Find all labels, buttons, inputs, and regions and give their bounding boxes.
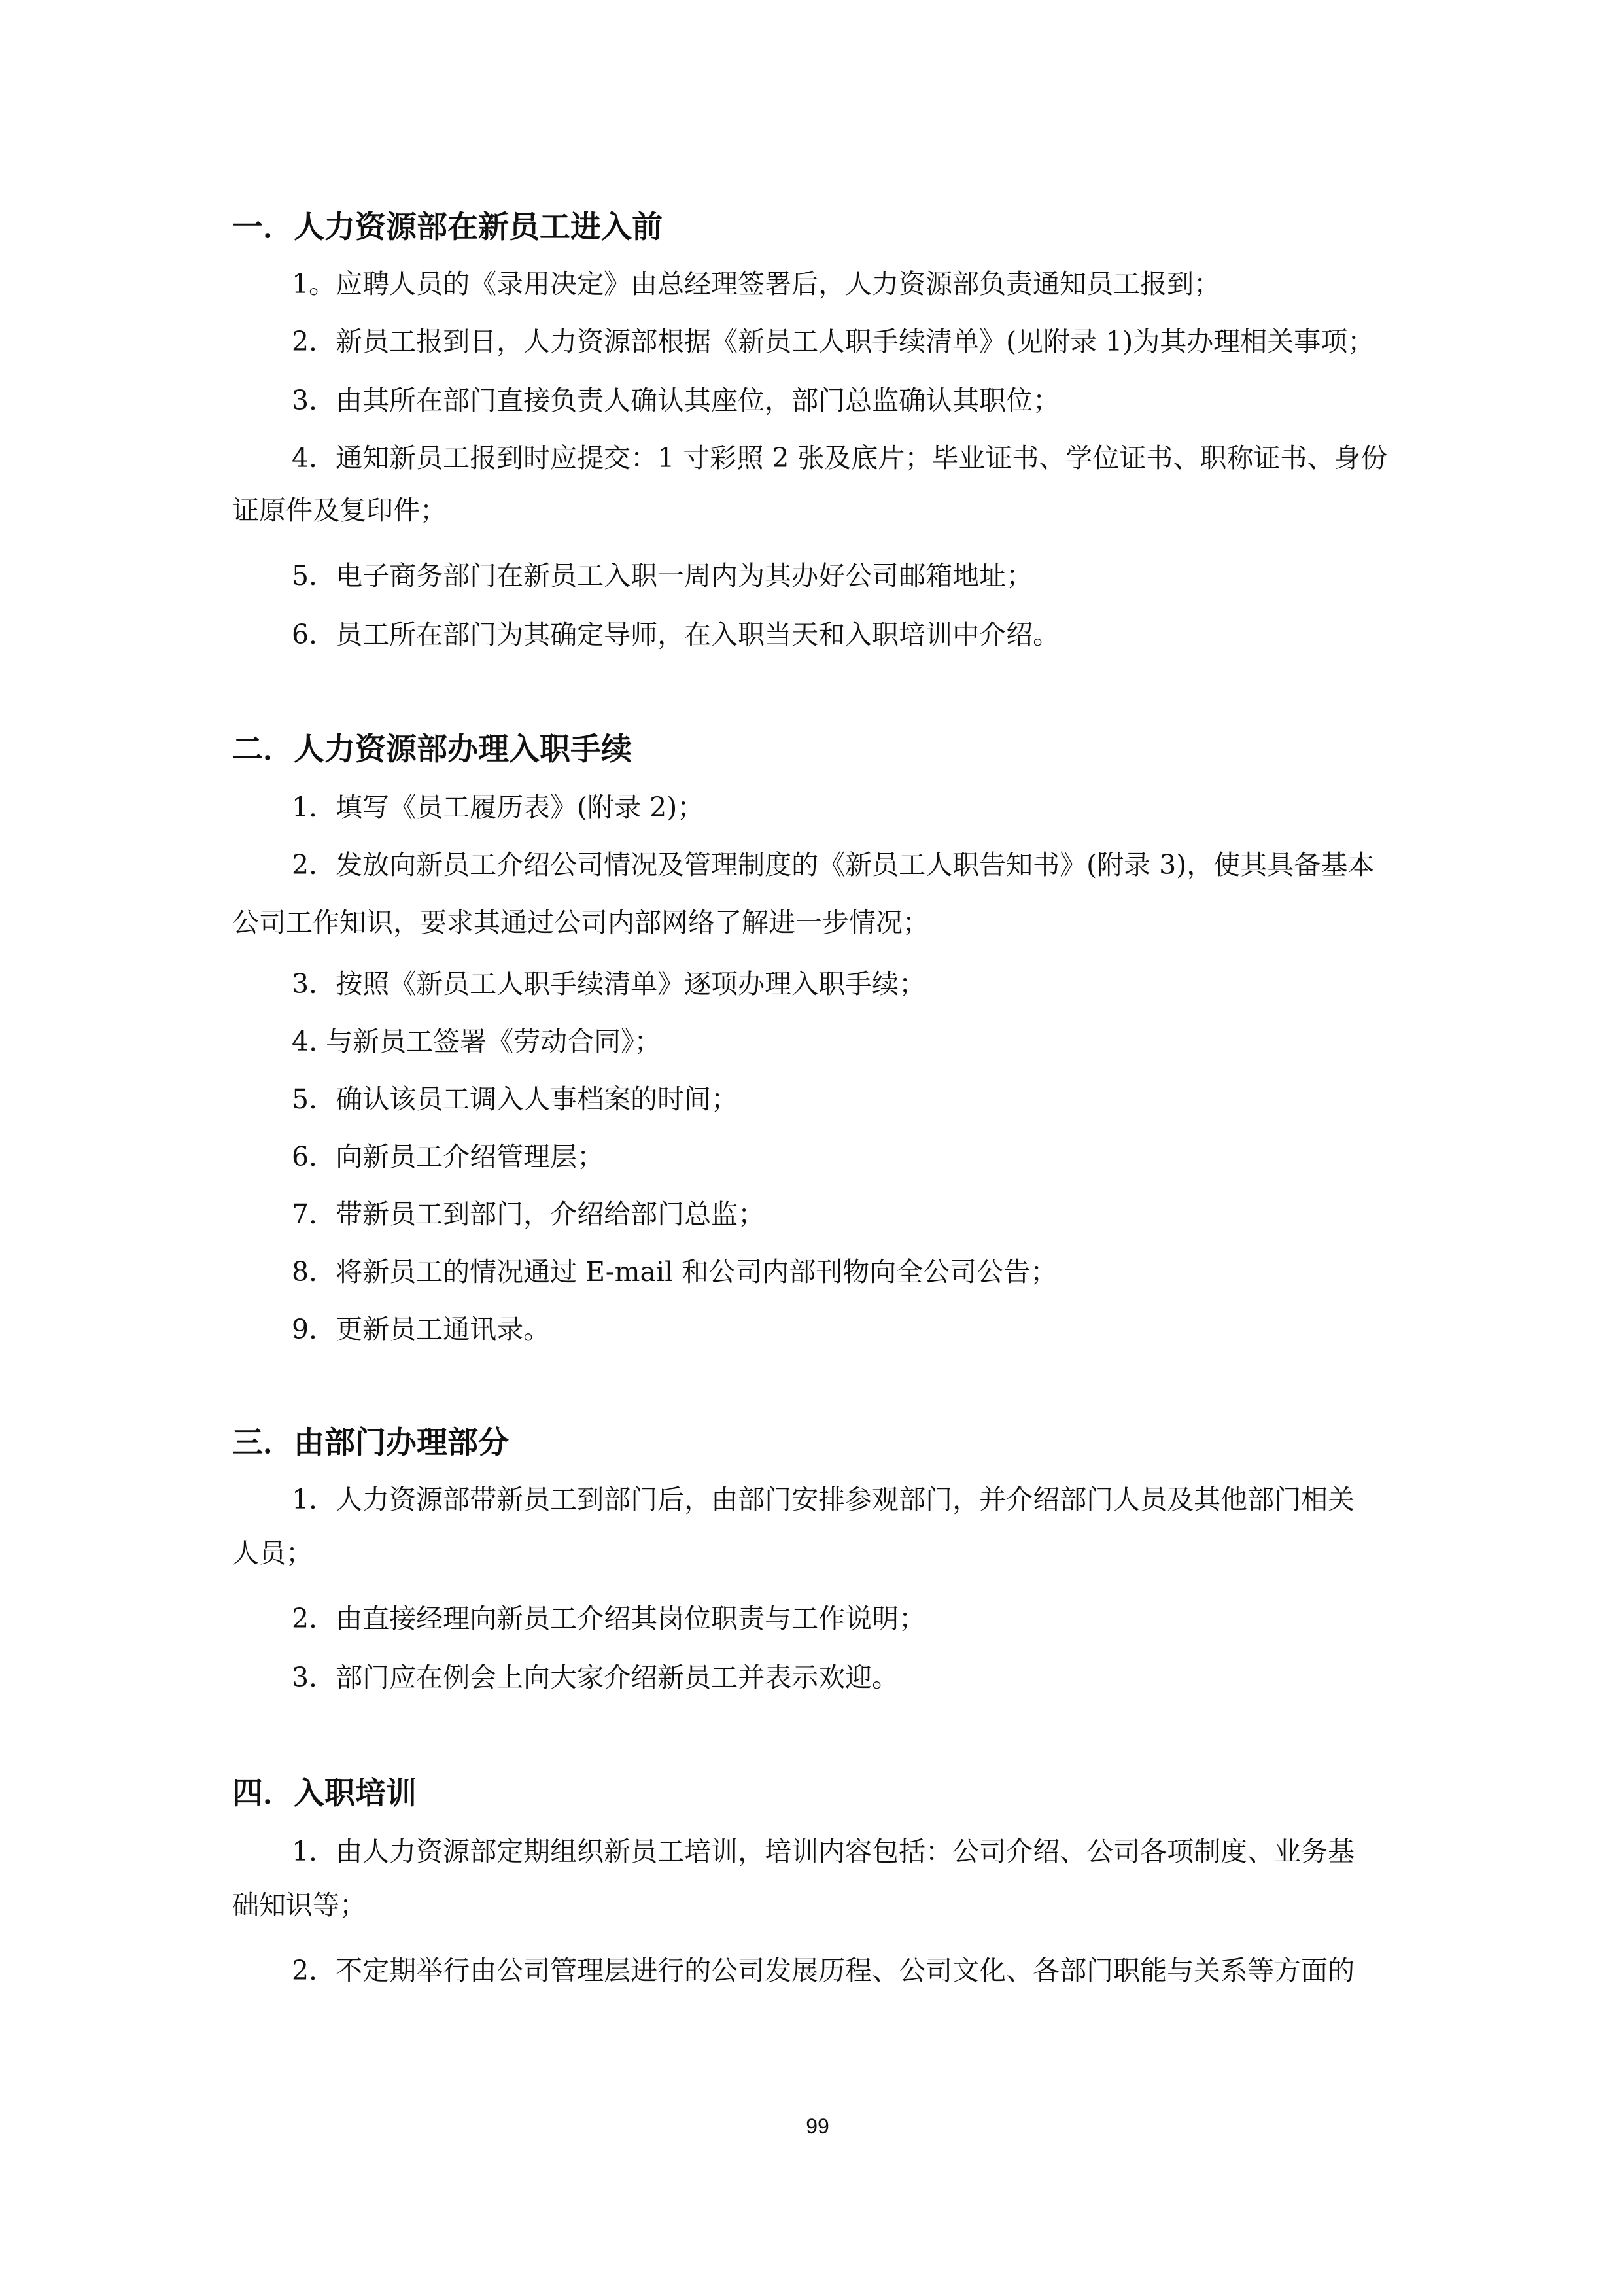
- list-item: 4．通知新员工报到时应提交：1 寸彩照 2 张及底片；毕业证书、学位证书、职称证书、身份: [292, 442, 1388, 474]
- list-item: 1。应聘人员的《录用决定》由总经理签署后，人力资源部负责通知员工报到；: [292, 268, 1221, 300]
- list-item: 1．填写《员工履历表》(附录 2)；: [292, 792, 704, 823]
- list-item-continuation: 人员；: [232, 1537, 313, 1569]
- list-item: 3．部门应在例会上向大家介绍新员工并表示欢迎。: [292, 1662, 899, 1693]
- list-item: 9．更新员工通讯录。: [292, 1314, 551, 1345]
- list-item: 3．由其所在部门直接负责人确认其座位，部门总监确认其职位；: [292, 385, 1060, 416]
- list-item: 4. 与新员工签署《劳动合同》；: [292, 1026, 661, 1057]
- list-item: 1．由人力资源部定期组织新员工培训，培训内容包括：公司介绍、公司各项制度、业务基: [292, 1836, 1355, 1867]
- list-item: 6．员工所在部门为其确定导师，在入职当天和入职培训中介绍。: [292, 619, 1060, 650]
- section-heading: 三．由部门办理部分: [232, 1425, 509, 1461]
- list-item-continuation: 公司工作知识，要求其通过公司内部网络了解进一步情况；: [232, 907, 929, 938]
- list-item-continuation: 证原件及复印件；: [232, 495, 447, 526]
- page-number: 99: [806, 2114, 829, 2138]
- list-item: 2．新员工报到日，人力资源部根据《新员工人职手续清单》(见附录 1)为其办理相关事项；: [292, 326, 1375, 357]
- list-item: 5．确认该员工调入人事档案的时间；: [292, 1083, 738, 1115]
- section-heading: 四．入职培训: [232, 1776, 417, 1812]
- list-item: 8．将新员工的情况通过 E-mail 和公司内部刊物向全公司公告；: [292, 1256, 1058, 1288]
- list-item: 6．向新员工介绍管理层；: [292, 1141, 604, 1172]
- list-item: 7．带新员工到部门，介绍给部门总监；: [292, 1199, 765, 1230]
- list-item-continuation: 础知识等；: [232, 1889, 366, 1921]
- section-heading: 二．人力资源部办理入职手续: [232, 731, 632, 767]
- section-heading: 一．人力资源部在新员工进入前: [232, 209, 663, 245]
- list-item: 2．不定期举行由公司管理层进行的公司发展历程、公司文化、各部门职能与关系等方面的: [292, 1955, 1355, 1986]
- list-item: 1．人力资源部带新员工到部门后，由部门安排参观部门，并介绍部门人员及其他部门相关: [292, 1484, 1355, 1515]
- list-item: 5．电子商务部门在新员工入职一周内为其办好公司邮箱地址；: [292, 560, 1033, 591]
- list-item: 2．发放向新员工介绍公司情况及管理制度的《新员工人职告知书》(附录 3)，使其具备基本: [292, 849, 1375, 881]
- list-item: 2．由直接经理向新员工介绍其岗位职责与工作说明；: [292, 1603, 926, 1634]
- list-item: 3．按照《新员工人职手续清单》逐项办理入职手续；: [292, 968, 926, 1000]
